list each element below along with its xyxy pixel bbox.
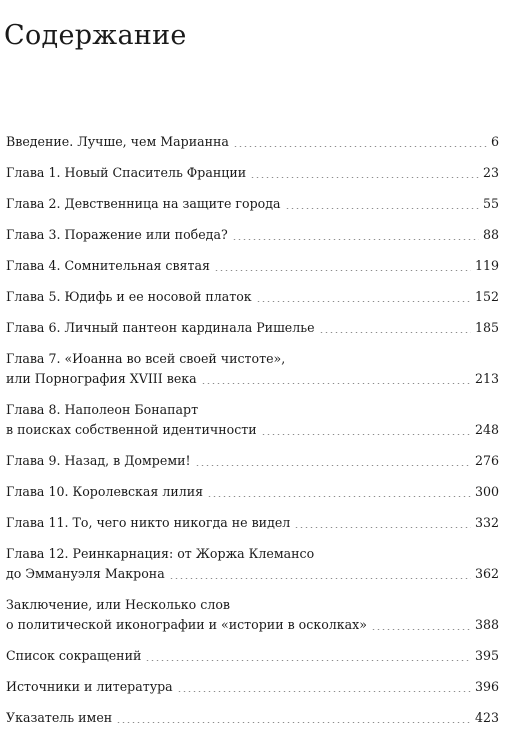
dot-leader	[214, 270, 471, 271]
table-of-contents	[6, 132, 499, 739]
dot-leader	[250, 177, 479, 178]
dot-leader	[294, 527, 471, 528]
toc-page-number: 6	[490, 134, 499, 149]
toc-entry-title: Глава 4. Сомнительная святая	[6, 258, 210, 273]
toc-entry[interactable]	[6, 194, 499, 214]
toc-entry[interactable]	[6, 708, 499, 728]
toc-entry[interactable]	[6, 595, 499, 635]
toc-page-number: 119	[474, 258, 499, 273]
toc-page-number: 423	[474, 710, 499, 725]
page-title: Содержание	[4, 20, 187, 52]
toc-entry-title: Глава 1. Новый Спаситель Франции	[6, 165, 247, 180]
dot-leader	[285, 208, 479, 209]
toc-entry-title: Список сокращений	[6, 648, 142, 663]
dot-leader	[195, 465, 471, 466]
toc-entry[interactable]	[6, 646, 499, 666]
toc-page-number: 185	[474, 320, 499, 335]
toc-entry[interactable]	[6, 256, 499, 276]
toc-page-number: 300	[474, 484, 499, 499]
toc-entry[interactable]	[6, 287, 499, 307]
toc-entry-title: или Порнография XVIII века	[6, 371, 197, 386]
toc-entry[interactable]	[6, 349, 499, 389]
toc-entry-title: Источники и литература	[6, 679, 173, 694]
toc-page-number: 248	[474, 422, 499, 437]
toc-entry-title: Глава 6. Личный пантеон кардинала Ришелье	[6, 320, 315, 335]
dot-leader	[371, 629, 471, 630]
toc-entry-title: Введение. Лучше, чем Марианна	[6, 134, 229, 149]
dot-leader	[177, 691, 471, 692]
toc-entry[interactable]	[6, 400, 499, 440]
toc-entry-title: до Эммануэля Макрона	[6, 566, 165, 581]
toc-page-number: 276	[474, 453, 499, 468]
toc-entry-title-line: Глава 12. Реинкарнация: от Жоржа Клемансо	[6, 546, 315, 561]
toc-entry-title-line: Заключение, или Несколько слов	[6, 597, 230, 612]
toc-page-number: 396	[474, 679, 499, 694]
toc-entry-title-line: Глава 7. «Иоанна во всей своей чистоте»,	[6, 351, 286, 366]
dot-leader	[256, 301, 471, 302]
dot-leader	[169, 578, 471, 579]
toc-entry-title: Глава 5. Юдифь и ее носовой платок	[6, 289, 252, 304]
toc-entry-title: Глава 2. Девственница на защите города	[6, 196, 281, 211]
toc-page-number: 55	[482, 196, 499, 211]
toc-entry[interactable]	[6, 451, 499, 471]
toc-page-number: 395	[474, 648, 499, 663]
toc-entry-title: Указатель имен	[6, 710, 113, 725]
toc-page-number: 388	[474, 617, 499, 632]
toc-entry-title: Глава 9. Назад, в Домреми!	[6, 453, 191, 468]
toc-entry[interactable]	[6, 163, 499, 183]
toc-entry[interactable]	[6, 132, 499, 152]
dot-leader	[319, 332, 471, 333]
toc-entry-title: Глава 3. Поражение или победа?	[6, 227, 228, 242]
toc-page-number: 152	[474, 289, 499, 304]
toc-page-number: 332	[474, 515, 499, 530]
toc-entry[interactable]	[6, 544, 499, 584]
toc-entry[interactable]	[6, 513, 499, 533]
toc-page-number: 213	[474, 371, 499, 386]
dot-leader	[145, 660, 471, 661]
dot-leader	[232, 239, 479, 240]
toc-page-number: 88	[482, 227, 499, 242]
dot-leader	[261, 434, 471, 435]
toc-page-number: 362	[474, 566, 499, 581]
toc-entry[interactable]	[6, 318, 499, 338]
toc-entry-title: о политической иконографии и «истории в осколках»	[6, 617, 367, 632]
dot-leader	[207, 496, 471, 497]
toc-entry[interactable]	[6, 225, 499, 245]
toc-entry[interactable]	[6, 482, 499, 502]
dot-leader	[233, 146, 487, 147]
toc-entry-title: Глава 10. Королевская лилия	[6, 484, 204, 499]
toc-entry-title: в поисках собственной идентичности	[6, 422, 257, 437]
toc-entry[interactable]	[6, 677, 499, 697]
dot-leader	[201, 383, 471, 384]
toc-entry-title-line: Глава 8. Наполеон Бонапарт	[6, 402, 199, 417]
toc-entry-title: Глава 11. То, чего никто никогда не видел	[6, 515, 291, 530]
toc-page-number: 23	[482, 165, 499, 180]
